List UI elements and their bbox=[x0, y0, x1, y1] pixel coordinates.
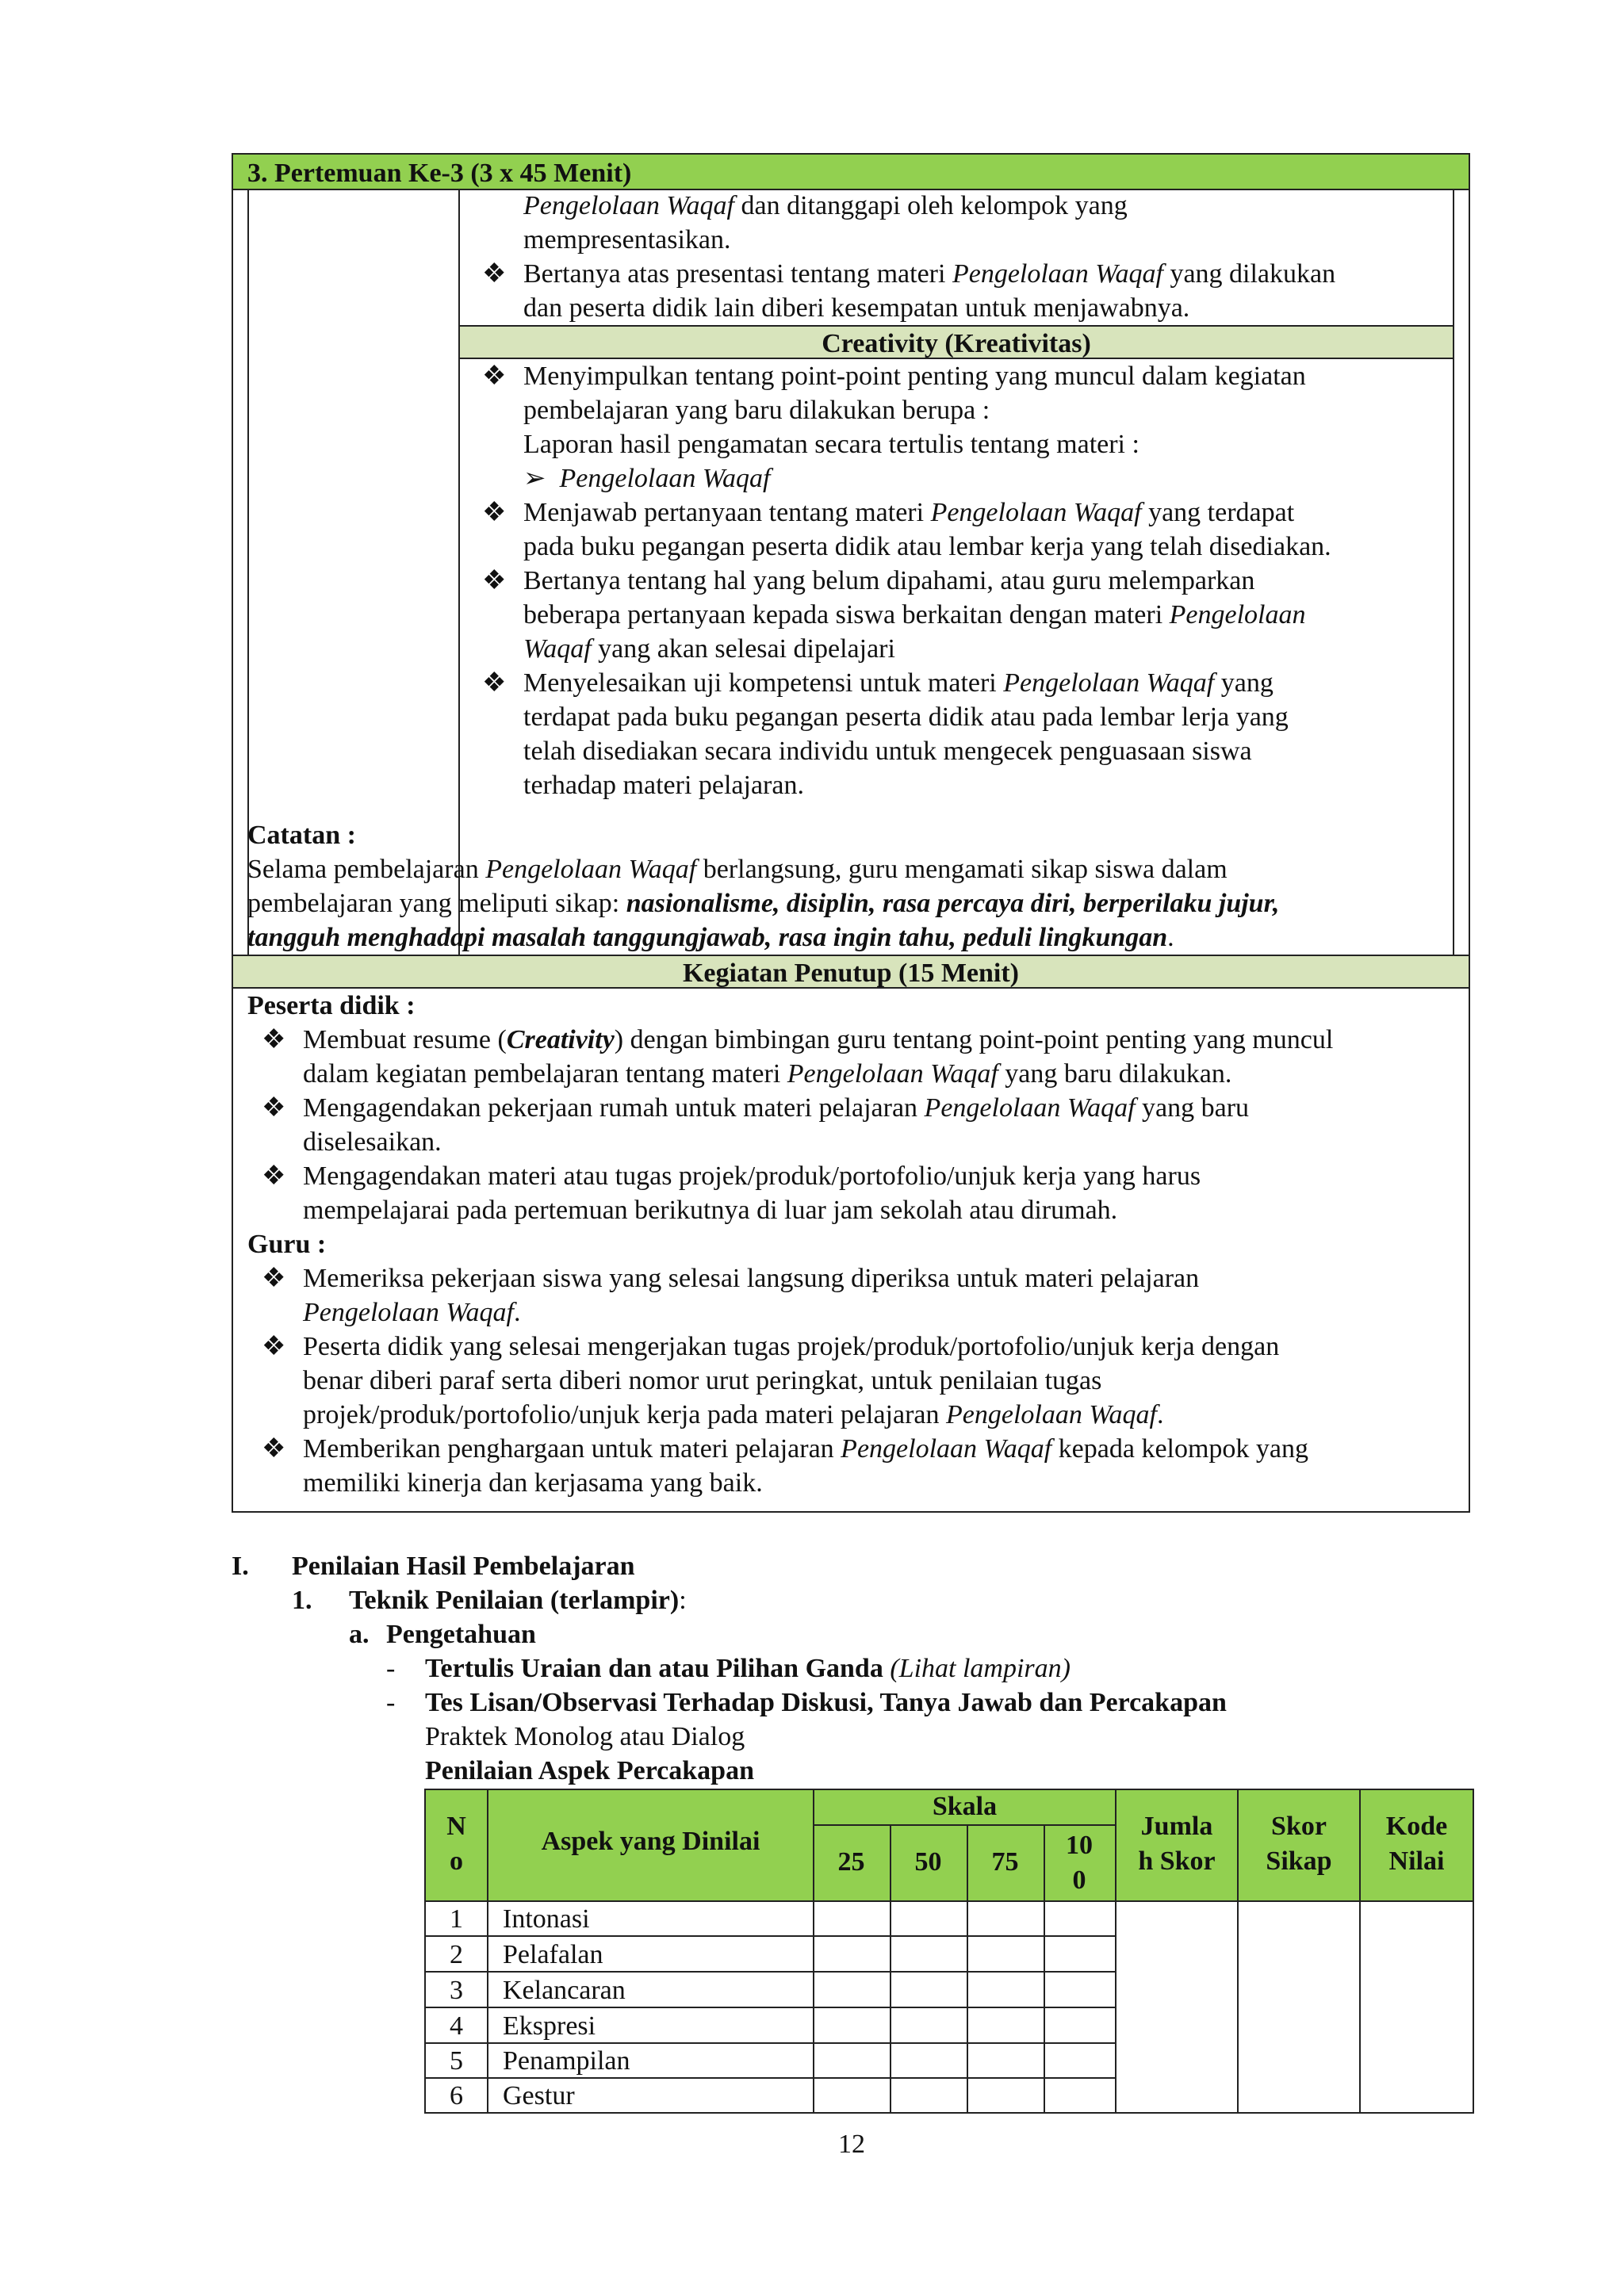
table-row-aspek: Pelafalan bbox=[503, 1940, 603, 1969]
meeting-inner-table: Pengelolaan Waqaf dan ditanggapi oleh kelompok yang mempresentasikan. ❖ Bertanya atas presentasi tentang materi Pengelolaan Waqaf yang dilakukan dan peserta didik lain diberi kesempatan untuk menjawabnya. Creativity (Kreativitas) ❖ Menyimpulkan tentang point-point penting yang muncul dalam kegiatan pembelajaran yang baru dilakukan berupa : Laporan hasil pengamatan secara tertulis tentang materi : ➢ Pengelolaan Waqaf ❖ Menjawab pertanyaan tentang materi Pengelolaan Waqaf yang terdapat pada buku pegangan peserta didik atau lembar kerja yang telah disediakan. ❖ Bertanya tentang hal yang belum dipahami, atau guru melemparkan beberapa pertanyaan kepada siswa berkaitan dengan materi Pengelolaan Waqaf yang akan selesai dipelajari ❖ Menyelesaikan uji kompetensi untuk materi Pengelolaan Waqaf yang terdapat pada buku pegangan peserta didik atau pada lembar lerja yang telah disediakan secara individu untuk mengecek penguasaan siswa terhadap materi pelajaran. bbox=[247, 189, 1454, 974]
table-row-aspek: Kelancaran bbox=[503, 1976, 626, 2005]
catatan-line: tangguh menghadapi masalah tanggungjawab, rasa ingin tahu, peduli lingkungan. bbox=[247, 923, 1174, 952]
meeting-header: 3. Pertemuan Ke-3 (3 x 45 Menit) bbox=[247, 159, 632, 188]
subsection-number: 1. bbox=[292, 1586, 312, 1615]
diamond-bullet-icon: ❖ bbox=[262, 1093, 286, 1123]
diamond-bullet-icon: ❖ bbox=[262, 1434, 286, 1464]
table-title: Penilaian Aspek Percakapan bbox=[425, 1756, 754, 1785]
header-scale-25: 25 bbox=[837, 1847, 865, 1877]
dash-icon: - bbox=[386, 1654, 396, 1683]
diamond-bullet-icon: ❖ bbox=[482, 362, 507, 391]
table-row-aspek: Penampilan bbox=[503, 2046, 630, 2076]
diamond-bullet-icon: ❖ bbox=[262, 1025, 286, 1054]
dash-item: Tes Lisan/Observasi Terhadap Diskusi, Tanya Jawab dan Percakapan bbox=[425, 1688, 1227, 1717]
header-skala: Skala bbox=[932, 1792, 998, 1821]
text-line: Pengelolaan Waqaf dan ditanggapi oleh kelompok yang bbox=[523, 191, 1128, 220]
table-row-no: 3 bbox=[450, 1976, 463, 2005]
peserta-title: Peserta didik : bbox=[247, 991, 416, 1020]
diamond-bullet-icon: ❖ bbox=[262, 1264, 286, 1293]
section-title: Penilaian Hasil Pembelajaran bbox=[292, 1552, 635, 1581]
table-row-no: 5 bbox=[450, 2046, 463, 2076]
header-kode-nilai: Kode Nilai bbox=[1385, 1812, 1448, 1876]
catatan-title: Catatan : bbox=[247, 821, 356, 850]
diamond-bullet-icon: ❖ bbox=[482, 566, 507, 595]
praktek-text: Praktek Monolog atau Dialog bbox=[425, 1722, 745, 1751]
table-row-no: 2 bbox=[450, 1940, 463, 1969]
table-row-no: 1 bbox=[450, 1904, 463, 1934]
table-row-aspek: Ekspresi bbox=[503, 2011, 596, 2041]
table-row-no: 6 bbox=[450, 2081, 463, 2110]
text-line: mempresentasikan. bbox=[523, 225, 731, 254]
table-row-aspek: Intonasi bbox=[503, 1904, 590, 1934]
section-number: I. bbox=[232, 1552, 249, 1581]
item-title: Pengetahuan bbox=[386, 1620, 536, 1649]
arrow-bullet-icon: ➢ bbox=[523, 464, 546, 493]
header-jumlah-skor: Jumla h Skor bbox=[1138, 1812, 1216, 1876]
penutup-header-row bbox=[233, 955, 1469, 989]
header-scale-50: 50 bbox=[914, 1847, 942, 1877]
header-skor-sikap: Skor Sikap bbox=[1266, 1812, 1332, 1876]
diamond-bullet-icon: ❖ bbox=[482, 259, 507, 289]
diamond-bullet-icon: ❖ bbox=[482, 668, 507, 698]
item-label: a. bbox=[349, 1620, 370, 1649]
header-scale-75: 75 bbox=[991, 1847, 1019, 1877]
header-scale-100: 10 0 bbox=[1066, 1831, 1093, 1895]
assessment-table bbox=[424, 1789, 1474, 2114]
header-aspek: Aspek yang Dinilai bbox=[541, 1827, 760, 1856]
creativity-header-row bbox=[460, 325, 1453, 359]
diamond-bullet-icon: ❖ bbox=[262, 1161, 286, 1191]
header-no: N o bbox=[446, 1812, 466, 1876]
creativity-header: Creativity (Kreativitas) bbox=[822, 329, 1091, 358]
catatan-line: pembelajaran yang meliputi sikap: nasionalisme, disiplin, rasa percaya diri, berperilaku jujur, bbox=[247, 889, 1280, 918]
page-number: 12 bbox=[838, 2130, 865, 2159]
diamond-bullet-icon: ❖ bbox=[482, 498, 507, 527]
guru-title: Guru : bbox=[247, 1230, 327, 1259]
dash-icon: - bbox=[386, 1688, 396, 1717]
penutup-header: Kegiatan Penutup (15 Menit) bbox=[682, 959, 1020, 988]
catatan-line: Selama pembelajaran Pengelolaan Waqaf berlangsung, guru mengamati sikap siswa dalam bbox=[247, 855, 1228, 884]
dash-item: Tertulis Uraian dan atau Pilihan Ganda (Lihat lampiran) bbox=[425, 1654, 1071, 1683]
subsection-title: Teknik Penilaian (terlampir): bbox=[349, 1586, 687, 1615]
meeting-header-row bbox=[233, 155, 1469, 190]
table-row-aspek: Gestur bbox=[503, 2081, 575, 2110]
activity-table: 3. Pertemuan Ke-3 (3 x 45 Menit) Pengelolaan Waqaf dan ditanggapi oleh kelompok yang mempresentasikan. ❖ Bertanya atas presentasi tentang materi Pengelolaan Waqaf yang dilakukan dan peserta didik lain diberi kesempatan untuk menjawabnya. Creativity (Kreativitas) ❖ Menyimpulkan tentang point-point penting yang muncul dalam kegiatan pembelajaran yang baru dilakukan berupa : Laporan hasil pengamatan secara tertulis tentang materi : ➢ Pengelolaan Waqaf ❖ Menjawab pertanyaan tentang materi Pengelolaan Waqaf yang terdapat pada buku pegangan peserta didik atau lembar kerja yang telah disediakan. ❖ Bertanya tentang hal yang belum dipahami, atau guru melemparkan beberapa pertanyaan kepada siswa berkaitan dengan materi Pengelolaan Waqaf yang akan selesai dipelajari ❖ Menyelesaikan uji kompetensi untuk materi Pengelolaan Waqaf yang terdapat pada buku pegangan peserta didik atau pada lembar lerja yang telah disediakan secara individu untuk mengecek penguasaan siswa terhadap materi pelajaran. Catatan : Selama pembelajaran Pengelolaan Waqaf berlangsung, guru mengamati sikap siswa dalam pembelajaran yang meliputi sikap: nasionalisme, disiplin, rasa percaya diri, berperilaku jujur, tangguh menghadapi masalah tanggungjawab, rasa ingin tahu, peduli lingkungan. Kegiatan Penutup (15 Menit) Peserta didik : ❖ Membuat resume (Creativity) dengan bimbingan guru tentang point-point penting yang muncul dalam kegiatan pembelajaran tentang materi Pengelolaan Waqaf yang baru dilakukan. ❖ Mengagendakan pekerjaan rumah untuk materi pelajaran Pengelolaan Waqaf yang baru diselesaikan. ❖ Mengagendakan materi atau tugas projek/produk/portofolio/unjuk kerja yang harus mempelajarai pada pertemuan berikutnya di luar jam sekolah atau dirumah. Guru : ❖ Memeriksa pekerjaan siswa yang selesai langsung diperiksa untuk materi pelajaran Pengelolaan Waqaf. ❖ Peserta didik yang selesai mengerjakan tugas projek/produk/portofolio/unjuk kerja dengan benar diberi paraf serta diberi nomor urut peringkat, untuk penilaian tugas projek/produk/portofolio/unjuk kerja pada materi pelajaran Pengelolaan Waqaf. ❖ Memberikan penghargaan untuk materi pelajaran Pengelolaan Waqaf kepada kelompok yang memiliki kinerja dan kerjasama yang baik. bbox=[232, 153, 1470, 1513]
diamond-bullet-icon: ❖ bbox=[262, 1332, 286, 1361]
table-row-no: 4 bbox=[450, 2011, 463, 2041]
